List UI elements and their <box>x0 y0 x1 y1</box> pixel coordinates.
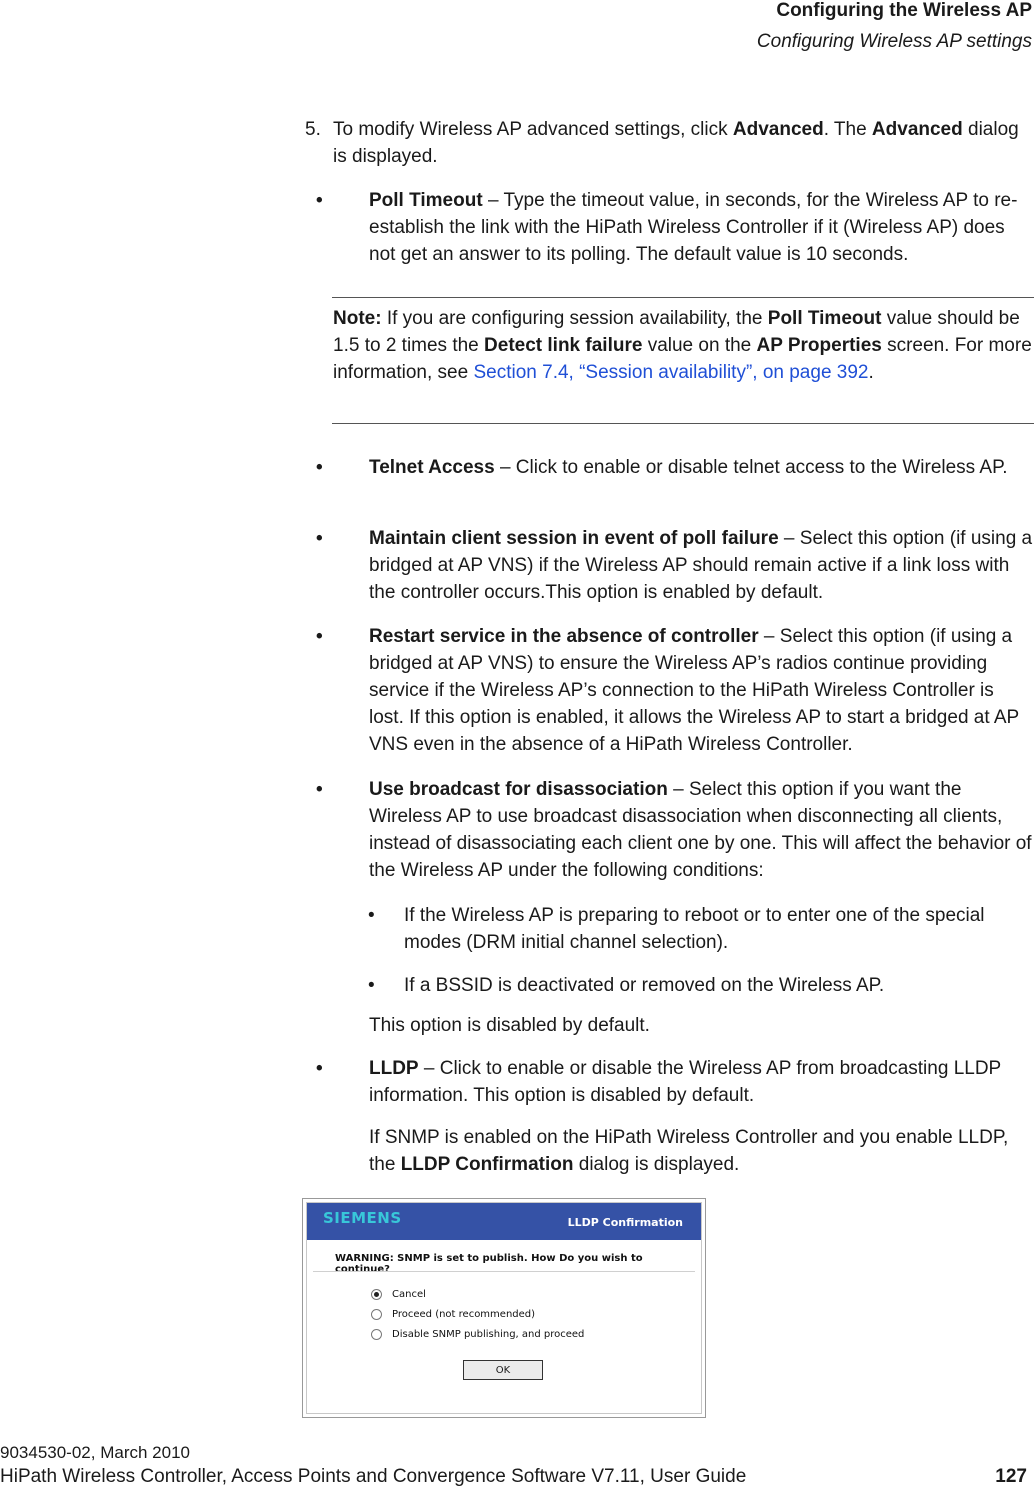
note-top-rule <box>332 297 1034 298</box>
bullet-marker: • <box>316 190 323 211</box>
dialog-separator <box>313 1271 695 1272</box>
dialog-title: LLDP Confirmation <box>567 1216 683 1229</box>
bullet-marker: • <box>316 1058 323 1079</box>
sub-bullet-item: If a BSSID is deactivated or removed on the Wireless AP. <box>404 975 885 996</box>
lldp-confirmation-paragraph: If SNMP is enabled on the HiPath Wireless Controller and you enable LLDP, the LLDP Confirmation dialog is displayed. <box>369 1127 1009 1175</box>
bullet-item-telnet-access: Telnet Access – Click to enable or disable telnet access to the Wireless AP. <box>369 457 1008 478</box>
chapter-title: Configuring the Wireless AP <box>776 0 1032 21</box>
note-bottom-rule <box>332 423 1034 424</box>
lldp-confirmation-dialog <box>302 1198 706 1418</box>
option-cancel[interactable] <box>371 1289 426 1300</box>
option-proceed[interactable] <box>371 1309 535 1320</box>
bullet-marker: • <box>316 779 323 800</box>
siemens-logo: SIEMENS <box>323 1209 402 1227</box>
step-text: To modify Wireless AP advanced settings, click Advanced. The Advanced dialog is displayed. <box>333 119 1019 167</box>
bullet-item-maintain-session: Maintain client session in event of poll failure – Select this option (if using a bridged at AP VNS) if the Wireless AP should remain active if a link loss with the controller occurs.This option is enabled by default. <box>369 528 1033 603</box>
bullet-marker: • <box>316 528 323 549</box>
bullet-item-broadcast-disassociation: Use broadcast for disassociation – Select this option if you want the Wireless AP to use broadcast disassociation when disconnecting all clients, instead of disassociating each client one by one. This will affect the behavior of the Wireless AP under the following conditions: <box>369 779 1032 881</box>
bullet-item-restart-service: Restart service in the absence of controller – Select this option (if using a bridged at AP VNS) to ensure the Wireless AP’s radios continue providing service if the Wireless AP’s connection to the HiPath Wireless Controller is lost. If this option is enabled, it allows the Wireless AP to start a bridged at AP VNS even in the absence of a HiPath Wireless Controller. <box>369 626 1019 755</box>
warning-text: WARNING: SNMP is set to publish. How Do you wish to continue? <box>335 1253 643 1275</box>
option-label: Proceed (not recommended) <box>392 1309 536 1320</box>
disabled-default-note: This option is disabled by default. <box>369 1015 650 1036</box>
bullet-item-poll-timeout: Poll Timeout – Type the timeout value, in seconds, for the Wireless AP to re-establish the link with the HiPath Wireless Controller if it (Wireless AP) does not get an answer to its polling. The default value is 10 seconds. <box>369 190 1018 265</box>
bullet-marker: • <box>316 457 323 478</box>
guide-title: HiPath Wireless Controller, Access Points and Convergence Software V7.11, User Guide <box>0 1466 747 1487</box>
ok-button[interactable]: OK <box>463 1360 543 1380</box>
page-number: 127 <box>995 1466 1027 1487</box>
bullet-marker: • <box>316 626 323 647</box>
step-number: 5. <box>305 119 321 140</box>
dialog-banner <box>307 1203 701 1240</box>
document-id: 9034530-02, March 2010 <box>0 1443 190 1462</box>
dialog-frame <box>306 1202 702 1414</box>
section-link[interactable]: Section 7.4, “Session availability”, on page 392 <box>473 362 869 383</box>
radio-icon[interactable] <box>371 1309 382 1320</box>
bullet-item-lldp: LLDP – Click to enable or disable the Wireless AP from broadcasting LLDP information. This option is disabled by default. <box>369 1058 1001 1106</box>
option-label: Disable SNMP publishing, and proceed <box>392 1329 585 1340</box>
option-disable-snmp[interactable] <box>371 1329 584 1340</box>
radio-selected-icon[interactable] <box>371 1289 382 1300</box>
sub-bullet-marker: • <box>368 975 375 996</box>
section-title: Configuring Wireless AP settings <box>756 31 1032 52</box>
sub-bullet-marker: • <box>368 905 375 926</box>
radio-icon[interactable] <box>371 1329 382 1340</box>
sub-bullet-item: If the Wireless AP is preparing to reboot or to enter one of the special modes (DRM initial channel selection). <box>404 905 985 953</box>
option-label: Cancel <box>392 1289 426 1300</box>
note-box: Note: If you are configuring session availability, the Poll Timeout value should be 1.5 to 2 times the Detect link failure value on the AP Properties screen. For more information, see Section 7.4, “Session availability”, on page 392. <box>333 308 1032 383</box>
